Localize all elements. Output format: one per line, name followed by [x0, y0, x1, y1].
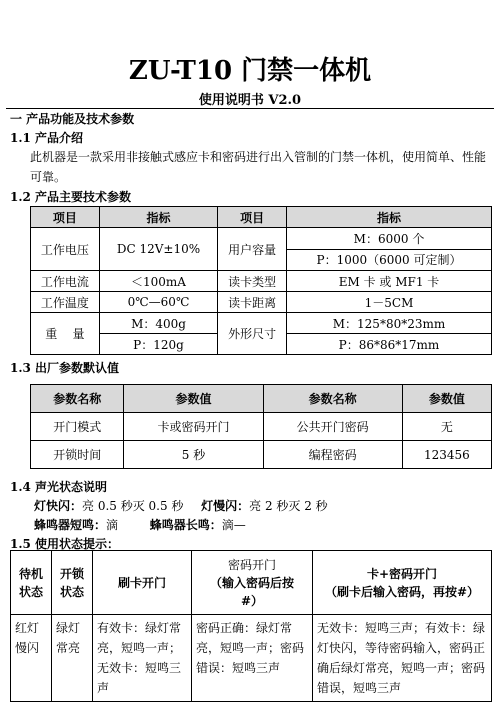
table-cell: 卡或密码开门 — [124, 413, 263, 441]
section-1-1-heading: 1.1 产品介绍 — [10, 131, 84, 145]
status-table — [10, 550, 492, 702]
table-row — [31, 292, 492, 313]
table-cell: 开锁时间 — [31, 441, 124, 469]
table-cell: 工作电流 — [31, 271, 100, 292]
table-header-row — [31, 385, 492, 413]
table-cell: 无效卡：短鸣三声；有效卡：绿灯快闪，等待密码输入，密码正确后绿灯常亮，短鸣一声；密码错误，短鸣三声 — [313, 615, 492, 702]
table-row — [31, 271, 492, 292]
table-cell: ＜100mA — [99, 271, 217, 292]
table-header: 项目 — [31, 207, 100, 228]
light-status-line — [34, 497, 328, 514]
table-row — [31, 228, 492, 250]
document-subtitle: 使用说明书 V2.0 — [198, 93, 302, 108]
table-header: 刷卡开门 — [93, 551, 192, 615]
table-cell: 工作电压 — [31, 228, 100, 271]
section-1-5-heading: 1.5 使用状态提示： — [10, 537, 120, 551]
table-cell: 读卡类型 — [218, 271, 287, 292]
table-cell: 0℃—60℃ — [99, 292, 217, 313]
defaults-table — [30, 384, 492, 469]
buzzer-status-line — [34, 516, 246, 533]
table-header: 指标 — [287, 207, 492, 228]
status-label: 蜂鸣器长鸣： — [149, 518, 222, 532]
table-cell: 绿灯常亮 — [52, 615, 93, 702]
table-row — [31, 313, 492, 334]
status-value: 滴 — [106, 518, 119, 532]
section-1-3-heading: 1.3 出厂参数默认值 — [10, 361, 120, 375]
table-header: 密码开门 （输入密码后按 #） — [192, 551, 313, 615]
status-value: 亮 2 秒灭 2 秒 — [249, 499, 328, 513]
table-cell: 红灯慢闪 — [11, 615, 52, 702]
table-header: 待机 状态 — [11, 551, 52, 615]
table-row — [31, 441, 492, 469]
table-cell: 密码正确：绿灯常亮，短鸣一声；密码错误：短鸣三声 — [192, 615, 313, 702]
table-cell: 工作温度 — [31, 292, 100, 313]
intro-paragraph: 此机器是一款采用非接触式感应卡和密码进行出入管制的门禁一体机，使用简单、性能可靠。 — [30, 150, 487, 184]
table-header: 参数值 — [124, 385, 263, 413]
table-row — [31, 413, 492, 441]
table-cell: 123456 — [402, 441, 491, 469]
table-row — [11, 615, 492, 702]
table-header: 参数值 — [402, 385, 491, 413]
status-label: 蜂鸣器短鸣： — [34, 518, 107, 532]
table-header: 开锁 状态 — [52, 551, 93, 615]
table-header: 卡+密码开门 （刷卡后输入密码，再按#） — [313, 551, 492, 615]
table-cell: 公共开门密码 — [263, 413, 402, 441]
table-cell: M：125*80*23mm — [287, 313, 492, 334]
table-cell: 编程密码 — [263, 441, 402, 469]
status-value: 滴— — [221, 518, 246, 532]
status-value: 亮 0.5 秒灭 0.5 秒 — [82, 499, 184, 513]
table-cell: 无 — [402, 413, 491, 441]
table-cell: 重 量 — [31, 313, 100, 355]
table-cell: P：86*86*17mm — [287, 334, 492, 355]
table-cell: 外形尺寸 — [218, 313, 287, 355]
section-heading: 一 产品功能及技术参数 — [10, 112, 135, 126]
table-cell: DC 12V±10% — [99, 228, 217, 271]
divider — [6, 108, 494, 109]
table-cell: 有效卡：绿灯常亮，短鸣一声；无效卡：短鸣三声 — [93, 615, 192, 702]
table-cell: P：1000（6000 可定制） — [287, 249, 492, 271]
table-cell: P：120g — [99, 334, 217, 355]
table-cell: EM 卡 或 MF1 卡 — [287, 271, 492, 292]
table-header: 参数名称 — [31, 385, 124, 413]
table-cell: M：400g — [99, 313, 217, 334]
table-header: 指标 — [99, 207, 217, 228]
table-cell: 1－5CM — [287, 292, 492, 313]
table-cell: 用户容量 — [218, 228, 287, 271]
document-title: ZU-T10 门禁一体机 — [128, 56, 372, 86]
table-header-row — [11, 551, 492, 615]
table-header: 参数名称 — [263, 385, 402, 413]
spec-table — [30, 206, 492, 355]
table-header: 项目 — [218, 207, 287, 228]
status-label: 灯快闪： — [34, 499, 83, 513]
table-cell: 读卡距离 — [218, 292, 287, 313]
table-header-row — [31, 207, 492, 228]
section-1-4-heading: 1.4 声光状态说明 — [10, 480, 108, 494]
status-label: 灯慢闪： — [201, 499, 250, 513]
table-cell: M：6000 个 — [287, 228, 492, 250]
table-cell: 开门模式 — [31, 413, 124, 441]
table-cell: 5 秒 — [124, 441, 263, 469]
section-1-2-heading: 1.2 产品主要技术参数 — [10, 190, 132, 204]
